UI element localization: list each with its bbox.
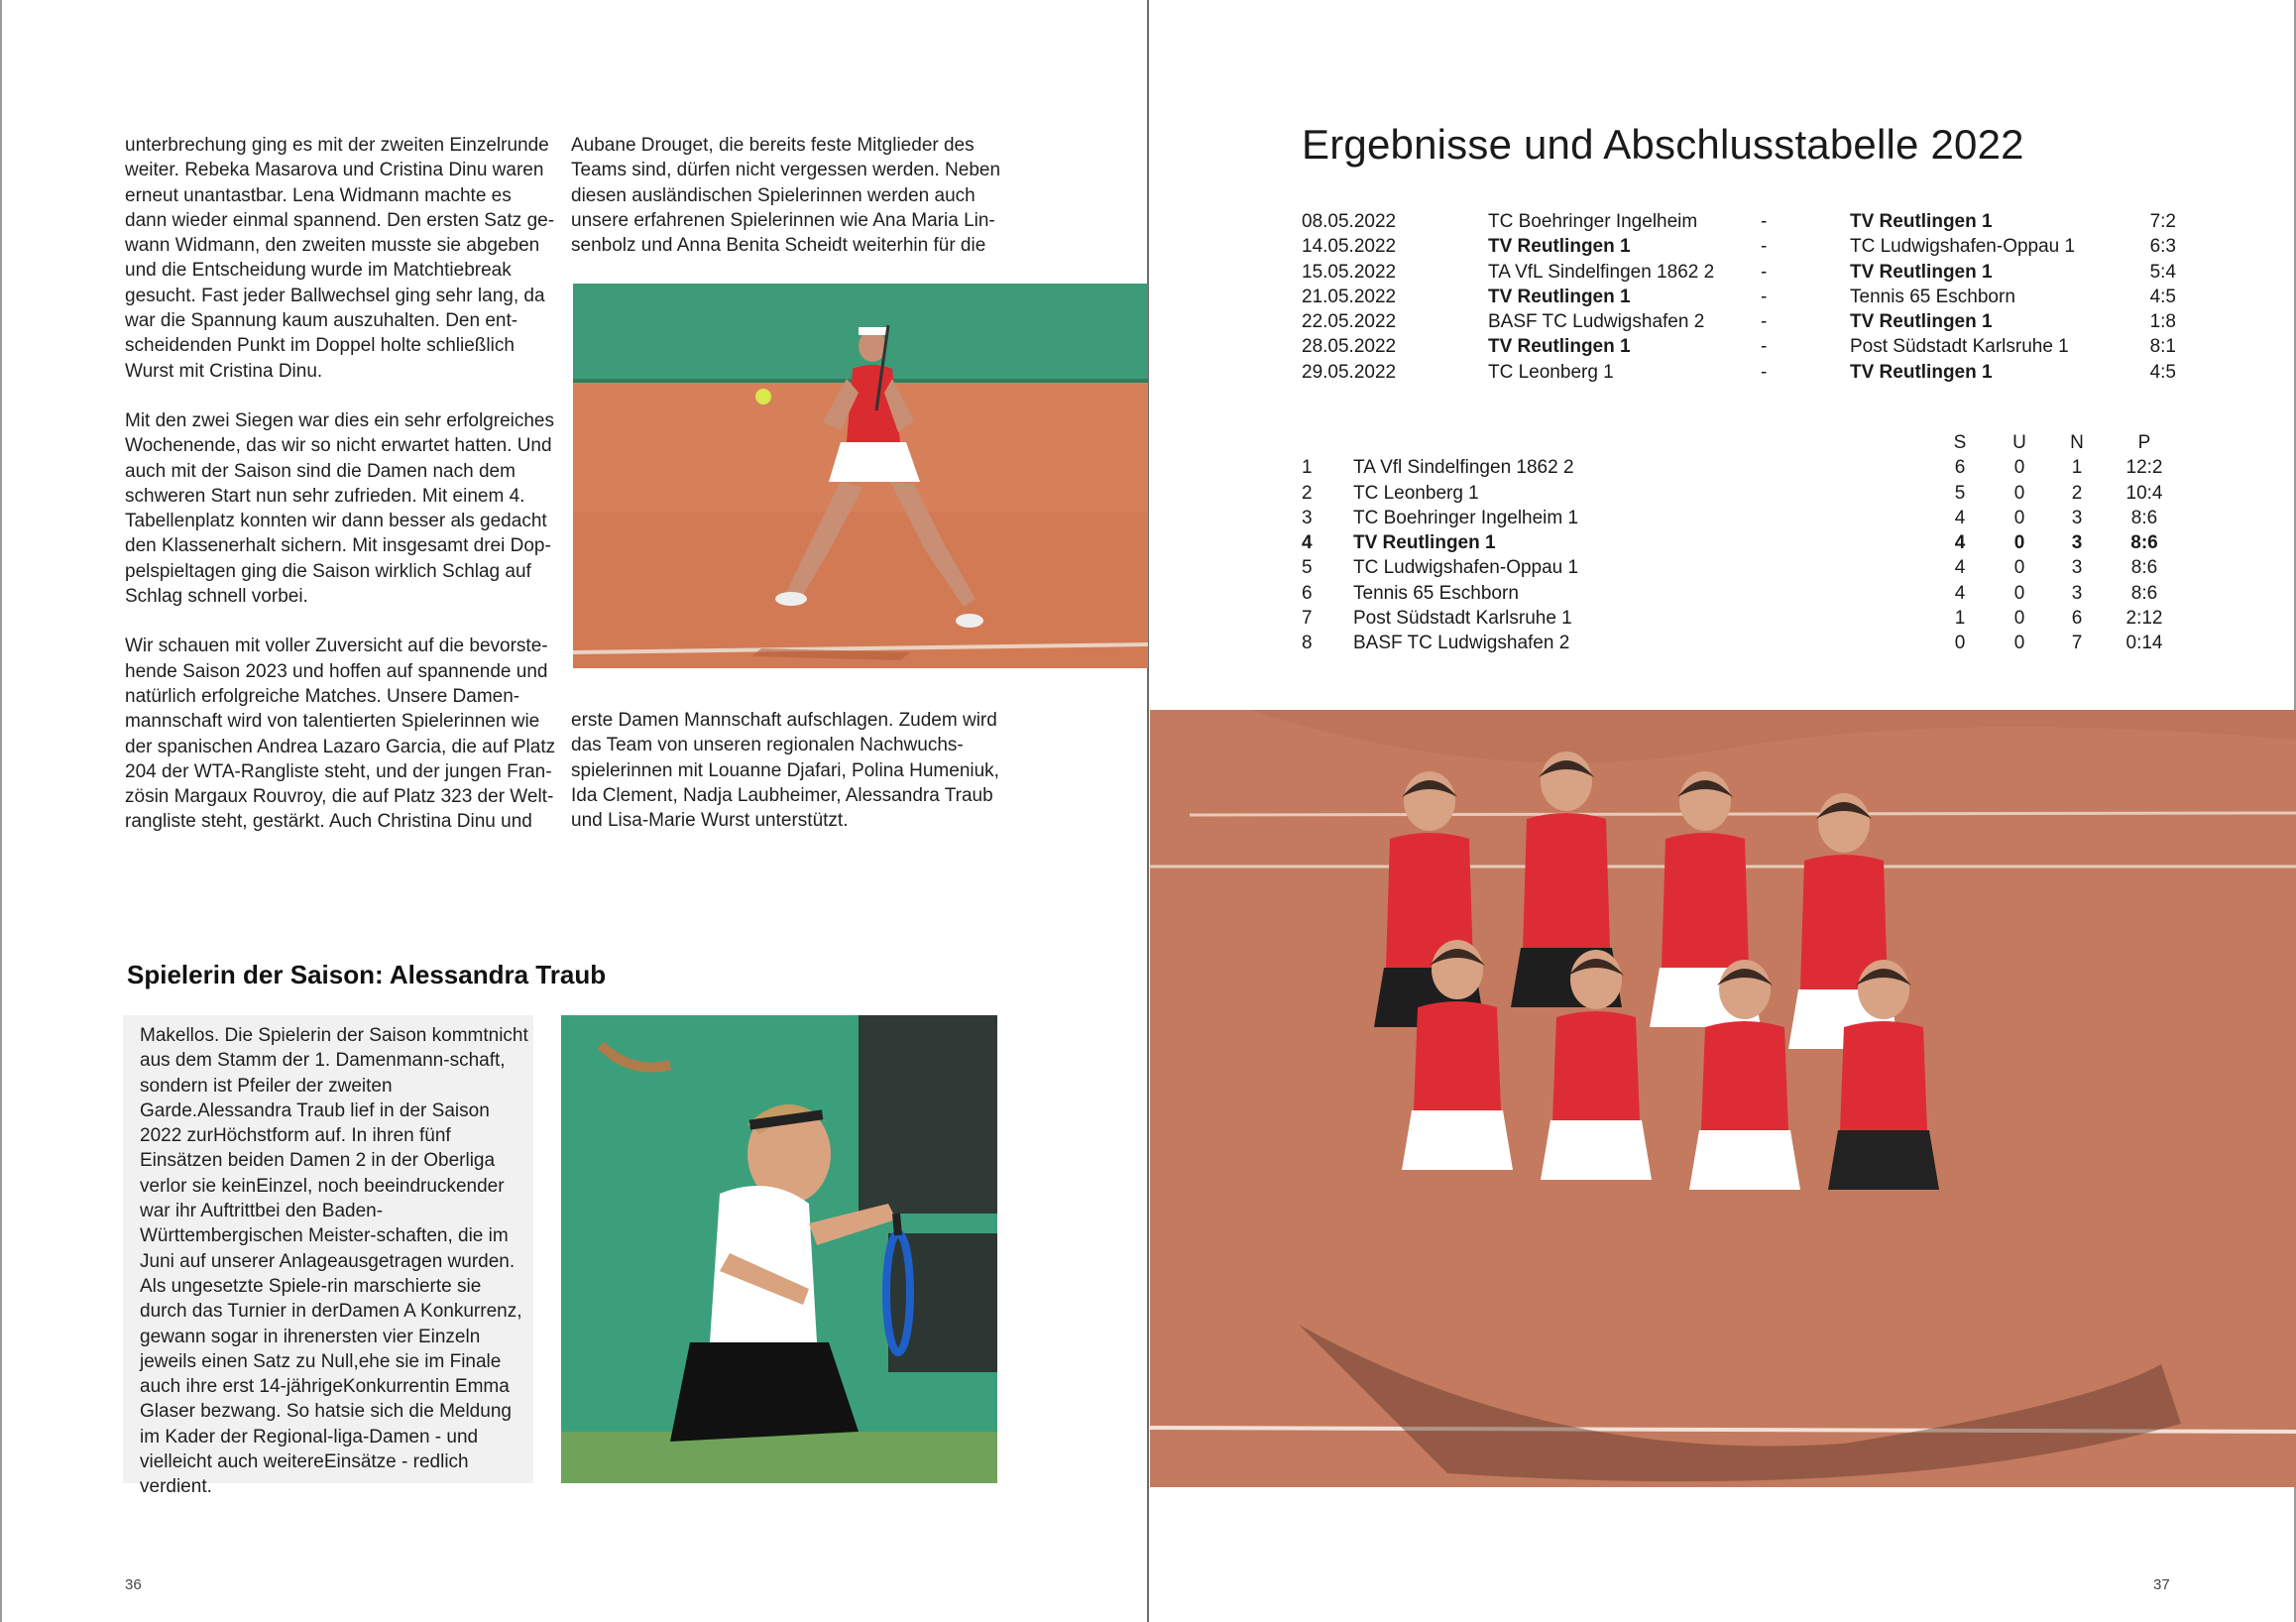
standings-wins: 4 bbox=[1954, 582, 1966, 604]
text-line: dann wieder einmal spannend. Den ersten Satz ge- bbox=[125, 209, 555, 231]
standings-points: 8:6 bbox=[2130, 507, 2158, 528]
standings-points: 2:12 bbox=[2125, 608, 2163, 630]
standings-wins: 1 bbox=[1954, 608, 1966, 630]
text-line: erste Damen Mannschaft aufschlagen. Zudem wird bbox=[571, 710, 997, 731]
text-line: Konkurrentin Emma Glaser bezwang. So hat bbox=[140, 1376, 510, 1423]
text-line: der spanischen Andrea Lazaro Garcia, die auf Platz bbox=[125, 736, 556, 757]
result-home-team: TC Boehringer Ingelheim bbox=[1488, 211, 1698, 232]
result-row bbox=[1302, 262, 2174, 287]
text-line: Makellos. Die Spielerin der Saison kommt bbox=[140, 1025, 489, 1046]
paragraph-gap bbox=[125, 384, 557, 408]
text-line: scheidenden Punkt im Doppel holte schließlich bbox=[125, 335, 515, 357]
standings-draws: 0 bbox=[2013, 482, 2025, 504]
text-line: zösin Margaux Rouvroy, die auf Platz 323 der Welt- bbox=[125, 786, 554, 808]
text-line: Einzel, noch beeindruckender war ihr Auftritt bbox=[140, 1175, 505, 1222]
results-table bbox=[1302, 211, 2174, 387]
standings-losses: 7 bbox=[2071, 633, 2083, 654]
text-line: Einsätze - redlich verdient. bbox=[140, 1451, 469, 1498]
text-line: das Team von unseren regionalen Nachwuchs- bbox=[571, 735, 964, 756]
standings-team: TC Ludwigshafen-Oppau 1 bbox=[1353, 557, 1579, 579]
result-home-team: TV Reutlingen 1 bbox=[1488, 236, 1631, 258]
standings-team: TC Boehringer Ingelheim 1 bbox=[1353, 507, 1579, 528]
result-separator: - bbox=[1761, 236, 1768, 258]
text-line: nicht aus dem Stamm der 1. Damenmann- bbox=[140, 1025, 528, 1072]
result-home-team: TV Reutlingen 1 bbox=[1488, 336, 1631, 358]
standings-row bbox=[1302, 532, 2174, 557]
text-line: und Lisa-Marie Wurst unterstützt. bbox=[571, 810, 849, 832]
standings-rank: 8 bbox=[1302, 633, 1313, 654]
text-line: 204 der WTA-Rangliste steht, und der jungen Fran- bbox=[125, 760, 552, 782]
standings-wins: 5 bbox=[1954, 482, 1966, 504]
text-line: war die Spannung kaum auszuhalten. Den ent- bbox=[125, 310, 518, 332]
text-line: bei den Baden-Württembergischen Meister- bbox=[140, 1201, 384, 1247]
book-spine bbox=[1147, 0, 1149, 1622]
text-line: ausgetragen wurden. Als ungesetzte Spiele- bbox=[140, 1250, 516, 1297]
standings-team: TC Leonberg 1 bbox=[1353, 482, 1479, 504]
standings-rank: 5 bbox=[1302, 557, 1313, 579]
standings-row bbox=[1302, 633, 2174, 657]
standings-points: 12:2 bbox=[2125, 457, 2163, 479]
result-separator: - bbox=[1761, 336, 1768, 358]
standings-draws: 0 bbox=[2013, 633, 2025, 654]
text-line: schweren Start nun sehr zufrieden. Mit einem 4. bbox=[125, 485, 525, 507]
result-separator: - bbox=[1761, 261, 1768, 283]
result-row bbox=[1302, 211, 2174, 236]
standings-losses: 2 bbox=[2071, 482, 2083, 504]
result-away-team: TV Reutlingen 1 bbox=[1850, 211, 1993, 232]
standings-table bbox=[1302, 432, 2174, 658]
result-row bbox=[1302, 236, 2174, 261]
text-line: gesucht. Fast jeder Ballwechsel ging sehr lang, da bbox=[125, 285, 545, 306]
result-date: 14.05.2022 bbox=[1302, 236, 1397, 258]
text-line: mannschaft wird von talentierten Spielerinnen wie bbox=[125, 711, 540, 733]
standings-wins: 6 bbox=[1954, 457, 1966, 479]
standings-header-s: S bbox=[1953, 432, 1967, 453]
standings-wins: 0 bbox=[1954, 633, 1966, 654]
standings-draws: 0 bbox=[2013, 507, 2025, 528]
page-edge-left bbox=[0, 0, 2, 1622]
result-away-team: TC Ludwigshafen-Oppau 1 bbox=[1850, 236, 2076, 258]
standings-team: Tennis 65 Eschborn bbox=[1353, 582, 1519, 604]
standings-rank: 2 bbox=[1302, 482, 1313, 504]
result-score: 7:2 bbox=[2149, 211, 2176, 232]
text-line: Ida Clement, Nadja Laubheimer, Alessandra Traub bbox=[571, 784, 993, 806]
result-score: 4:5 bbox=[2149, 361, 2176, 383]
result-row bbox=[1302, 287, 2174, 311]
text-line: pelspieltagen ging die Saison wirklich Schlag auf bbox=[125, 560, 531, 582]
standings-points: 8:6 bbox=[2130, 582, 2158, 604]
text-line: hende Saison 2023 und hoffen auf spannende und bbox=[125, 660, 548, 682]
result-home-team: TV Reutlingen 1 bbox=[1488, 286, 1631, 307]
text-line: ersten vier Einzeln jeweils einen Satz zu Null, bbox=[140, 1326, 481, 1372]
standings-rank: 1 bbox=[1302, 457, 1313, 479]
text-line: Damen A Konkurrenz, gewann sogar in ihren bbox=[140, 1301, 522, 1347]
standings-draws: 0 bbox=[2013, 532, 2025, 554]
text-line: senbolz und Anna Benita Scheidt weiterhin für die bbox=[571, 235, 986, 257]
result-separator: - bbox=[1761, 311, 1768, 333]
article-column-1 bbox=[125, 133, 557, 835]
standings-losses: 3 bbox=[2071, 507, 2083, 528]
article-column-2-bottom bbox=[571, 708, 1007, 833]
standings-losses: 3 bbox=[2071, 557, 2083, 579]
standings-losses: 1 bbox=[2071, 457, 2083, 479]
standings-points: 8:6 bbox=[2130, 557, 2158, 579]
text-line: auch mit der Saison sind die Damen nach dem bbox=[125, 460, 516, 482]
standings-losses: 3 bbox=[2071, 532, 2083, 554]
text-line: Tabellenplatz konnten wir dann besser als gedacht bbox=[125, 511, 547, 532]
result-away-team: TV Reutlingen 1 bbox=[1850, 261, 1993, 283]
standings-losses: 6 bbox=[2071, 608, 2083, 630]
text-line: erneut unantastbar. Lena Widmann machte es bbox=[125, 184, 512, 206]
standings-header-u: U bbox=[2012, 432, 2026, 453]
text-line: Aubane Drouget, die bereits feste Mitglieder des bbox=[571, 135, 975, 156]
standings-row bbox=[1302, 457, 2174, 482]
text-line: unterbrechung ging es mit der zweiten Einzelrunde bbox=[125, 135, 549, 156]
alessandra-traub-photo bbox=[561, 1015, 997, 1483]
standings-rank: 6 bbox=[1302, 582, 1313, 604]
text-line: Mit den zwei Siegen war dies ein sehr erfolgreiches bbox=[125, 409, 554, 431]
standings-draws: 0 bbox=[2013, 457, 2025, 479]
page-number-left: 36 bbox=[125, 1576, 142, 1593]
result-away-team: TV Reutlingen 1 bbox=[1850, 311, 1993, 333]
standings-draws: 0 bbox=[2013, 557, 2025, 579]
standings-row bbox=[1302, 583, 2174, 608]
result-score: 6:3 bbox=[2149, 236, 2176, 258]
result-score: 8:1 bbox=[2149, 336, 2176, 358]
text-line: Wurst mit Cristina Dinu. bbox=[125, 360, 323, 382]
article-paragraph bbox=[125, 408, 557, 609]
result-away-team: TV Reutlingen 1 bbox=[1850, 361, 1993, 383]
standings-row bbox=[1302, 483, 2174, 508]
result-home-team: BASF TC Ludwigshafen 2 bbox=[1488, 311, 1705, 333]
standings-wins: 4 bbox=[1954, 532, 1966, 554]
result-away-team: Tennis 65 Eschborn bbox=[1850, 286, 2015, 307]
standings-header-p: P bbox=[2137, 432, 2151, 453]
standings-header-row bbox=[1302, 432, 2174, 457]
result-home-team: TA VfL Sindelfingen 1862 2 bbox=[1488, 261, 1715, 283]
standings-rank: 3 bbox=[1302, 507, 1313, 528]
result-row bbox=[1302, 311, 2174, 336]
result-home-team: TC Leonberg 1 bbox=[1488, 361, 1614, 383]
text-line: Alessandra Traub lief in der Saison 2022 zur bbox=[140, 1100, 490, 1147]
standings-team: Post Südstadt Karlsruhe 1 bbox=[1353, 608, 1572, 630]
standings-draws: 0 bbox=[2013, 582, 2025, 604]
player-of-season-text bbox=[140, 1023, 533, 1500]
player-of-season-box bbox=[123, 1015, 533, 1498]
result-row bbox=[1302, 362, 2174, 387]
result-separator: - bbox=[1761, 286, 1768, 307]
results-title: Ergebnisse und Abschlusstabelle 2022 bbox=[1302, 121, 2024, 168]
result-score: 4:5 bbox=[2149, 286, 2176, 307]
alessandra-traub-photo-image bbox=[561, 1015, 997, 1483]
player-of-season-heading: Spielerin der Saison: Alessandra Traub bbox=[127, 960, 607, 989]
standings-team: TV Reutlingen 1 bbox=[1353, 532, 1496, 554]
standings-wins: 4 bbox=[1954, 557, 1966, 579]
result-separator: - bbox=[1761, 211, 1768, 232]
tennis-player-photo-1 bbox=[573, 284, 1148, 668]
standings-losses: 3 bbox=[2071, 582, 2083, 604]
result-date: 29.05.2022 bbox=[1302, 361, 1397, 383]
standings-row bbox=[1302, 608, 2174, 633]
text-line: Wir schauen mit voller Zuversicht auf die bevorste- bbox=[125, 636, 548, 657]
text-line: schaft, sondern ist Pfeiler der zweiten Garde. bbox=[140, 1050, 506, 1121]
result-score: 1:8 bbox=[2149, 311, 2176, 333]
result-date: 21.05.2022 bbox=[1302, 286, 1397, 307]
result-row bbox=[1302, 336, 2174, 361]
standings-points: 10:4 bbox=[2125, 482, 2163, 504]
standings-draws: 0 bbox=[2013, 608, 2025, 630]
standings-rank: 7 bbox=[1302, 608, 1313, 630]
standings-wins: 4 bbox=[1954, 507, 1966, 528]
page-number-right: 37 bbox=[2153, 1576, 2170, 1593]
team-photo bbox=[1150, 710, 2296, 1487]
result-date: 15.05.2022 bbox=[1302, 261, 1397, 283]
text-line: spielerinnen mit Louanne Djafari, Polina Humeniuk, bbox=[571, 759, 999, 781]
result-date: 28.05.2022 bbox=[1302, 336, 1397, 358]
result-away-team: Post Südstadt Karlsruhe 1 bbox=[1850, 336, 2069, 358]
text-line: natürlich erfolgreiche Matches. Unsere Damen- bbox=[125, 685, 520, 707]
standings-points: 8:6 bbox=[2130, 532, 2158, 554]
article-paragraph bbox=[125, 634, 557, 834]
result-score: 5:4 bbox=[2149, 261, 2176, 283]
text-line: Wochenende, das wir so nicht erwartet hatten. Und bbox=[125, 435, 552, 457]
text-line: liga-Damen - und vielleicht auch weitere bbox=[140, 1426, 479, 1473]
text-line: weiter. Rebeka Masarova und Cristina Dinu waren bbox=[125, 160, 544, 181]
text-line: rangliste steht, gestärkt. Auch Christina Dinu und bbox=[125, 811, 532, 833]
text-line: schaften, die im Juni auf unserer Anlage bbox=[140, 1225, 509, 1272]
text-line: diesen ausländischen Spielerinnen werden auch bbox=[571, 184, 976, 206]
text-line: ehe sie im Finale auch ihre erst 14-jährige bbox=[140, 1350, 502, 1398]
standings-points: 0:14 bbox=[2125, 633, 2163, 654]
text-line: und die Entscheidung wurde im Matchtiebreak bbox=[125, 260, 512, 282]
text-line: Teams sind, dürfen nicht vergessen werden. Neben bbox=[571, 160, 1001, 181]
article-column-2-top bbox=[571, 133, 1007, 258]
text-line: Schlag schnell vorbei. bbox=[125, 586, 308, 608]
text-line: den Klassenerhalt sichern. Mit insgesamt drei Dop- bbox=[125, 535, 551, 557]
team-photo-image bbox=[1150, 710, 2296, 1487]
text-line: wann Widmann, den zweiten musste sie abgeben bbox=[125, 235, 540, 257]
paragraph-gap bbox=[125, 609, 557, 634]
text-line: unsere erfahrenen Spielerinnen wie Ana Maria Lin- bbox=[571, 209, 995, 231]
text-line: Höchstform auf. In ihren fünf Einsätzen bei bbox=[140, 1125, 451, 1172]
tennis-player-photo-1-image bbox=[573, 284, 1148, 668]
result-date: 22.05.2022 bbox=[1302, 311, 1397, 333]
standings-rank: 4 bbox=[1302, 532, 1313, 554]
result-separator: - bbox=[1761, 361, 1768, 383]
standings-header-n: N bbox=[2070, 432, 2084, 453]
standings-row bbox=[1302, 508, 2174, 532]
text-line: den Damen 2 in der Oberliga verlor sie kein bbox=[140, 1150, 496, 1197]
standings-row bbox=[1302, 557, 2174, 582]
text-line: rin marschierte sie durch das Turnier in der bbox=[140, 1275, 482, 1323]
standings-team: TA Vfl Sindelfingen 1862 2 bbox=[1353, 457, 1574, 479]
result-date: 08.05.2022 bbox=[1302, 211, 1397, 232]
standings-team: BASF TC Ludwigshafen 2 bbox=[1353, 633, 1570, 654]
article-paragraph bbox=[125, 133, 557, 384]
text-line: sie sich die Meldung im Kader der Regional- bbox=[140, 1401, 512, 1448]
